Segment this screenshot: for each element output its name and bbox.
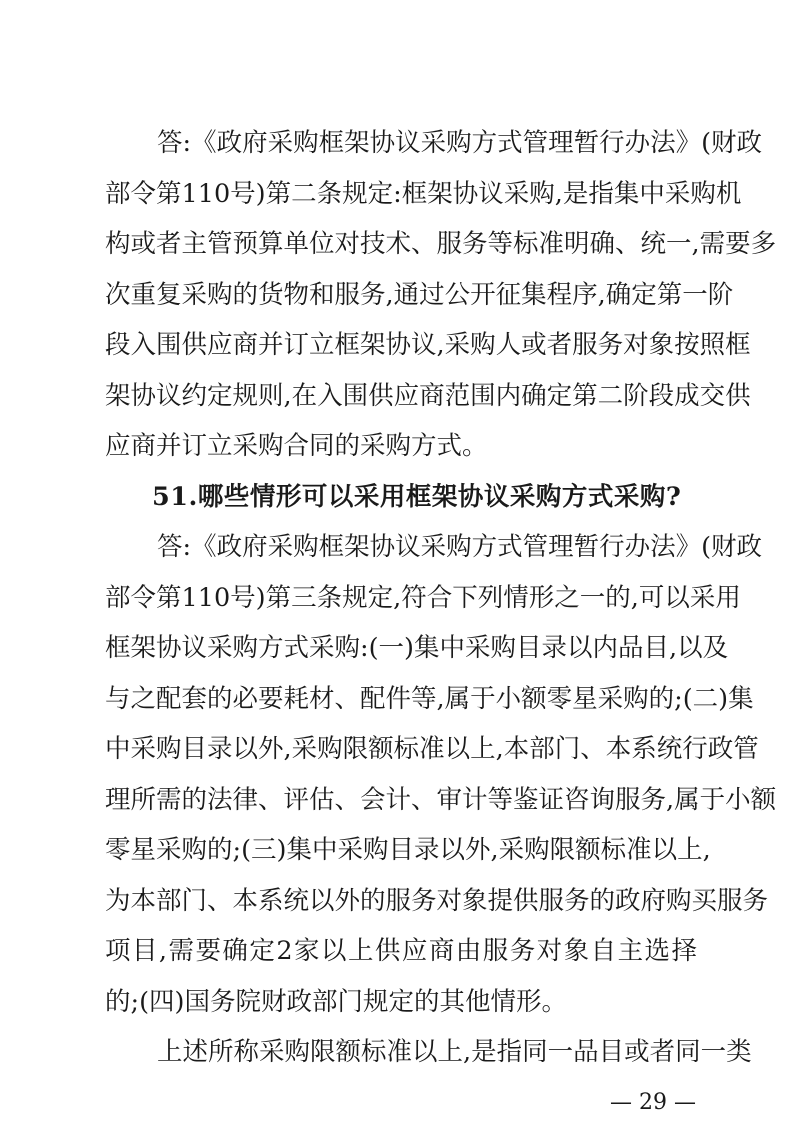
paragraph2-line-9: 项目,需要确定2家以上供应商由服务对象自主选择: [105, 936, 697, 966]
paragraph2-line-7: 零星采购的;(三)集中采购目录以外,采购限额标准以上,: [105, 835, 711, 865]
paragraph2-line-6: 理所需的法律、评估、会计、审计等鉴证咨询服务,属于小额: [105, 785, 777, 815]
paragraph1-line-3: 构或者主管预算单位对技术、服务等标准明确、统一,需要多: [105, 229, 777, 259]
paragraph1-line-6: 架协议约定规则,在入围供应商范围内确定第二阶段成交供: [105, 381, 751, 411]
paragraph2-line-10: 的;(四)国务院财政部门规定的其他情形。: [105, 987, 567, 1017]
paragraph1-line-1: 答:《政府采购框架协议采购方式管理暂行办法》(财政: [157, 128, 763, 158]
paragraph2-line-1: 答:《政府采购框架协议采购方式管理暂行办法》(财政: [157, 532, 763, 562]
paragraph2-line-4: 与之配套的必要耗材、配件等,属于小额零星采购的;(二)集: [105, 684, 754, 714]
paragraph1-line-4: 次重复采购的货物和服务,通过公开征集程序,确定第一阶: [105, 280, 734, 310]
paragraph2-line-8: 为本部门、本系统以外的服务对象提供服务的政府购买服务: [105, 886, 769, 916]
paragraph1-line-7: 应商并订立采购合同的采购方式。: [105, 431, 488, 461]
page-number: — 29 —: [610, 1090, 696, 1115]
paragraph3-line-1: 上述所称采购限额标准以上,是指同一品目或者同一类: [157, 1037, 752, 1067]
question-heading: 51.哪些情形可以采用框架协议采购方式采购?: [152, 482, 682, 512]
paragraph2-line-3: 框架协议采购方式采购:(一)集中采购目录以内品目,以及: [105, 633, 729, 663]
paragraph1-line-5: 段入围供应商并订立框架协议,采购人或者服务对象按照框: [105, 330, 751, 360]
paragraph2-line-5: 中采购目录以外,采购限额标准以上,本部门、本系统行政管: [105, 734, 759, 764]
paragraph1-line-2: 部令第110号)第二条规定:框架协议采购,是指集中采购机: [105, 179, 742, 209]
paragraph2-line-2: 部令第110号)第三条规定,符合下列情形之一的,可以采用: [105, 583, 741, 613]
